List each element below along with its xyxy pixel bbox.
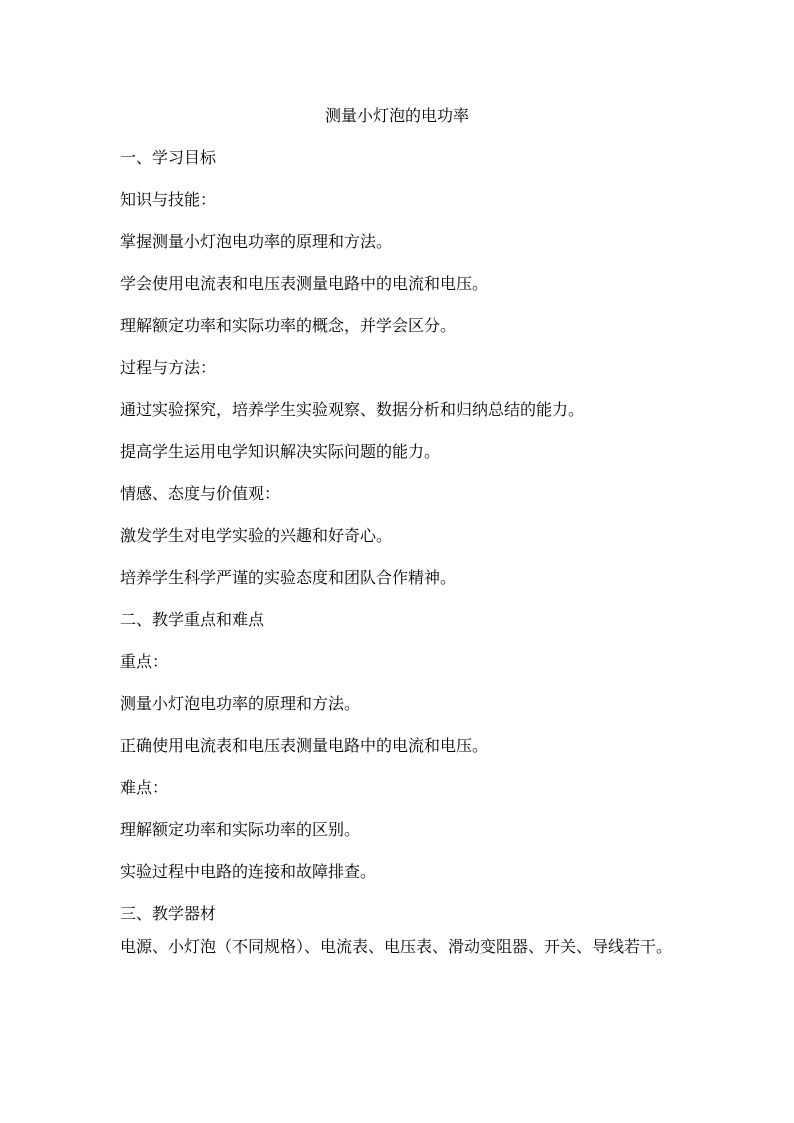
- paragraph: 正确使用电流表和电压表测量电路中的电流和电压。: [120, 736, 489, 755]
- subheading-knowledge-skills: 知识与技能：: [120, 190, 217, 209]
- paragraph: 理解额定功率和实际功率的区别。: [120, 820, 361, 839]
- subheading-key-points: 重点：: [120, 652, 169, 671]
- paragraph: 提高学生运用电学知识解决实际问题的能力。: [120, 442, 441, 461]
- paragraph: 掌握测量小灯泡电功率的原理和方法。: [120, 232, 393, 251]
- paragraph: 通过实验探究，培养学生实验观察、数据分析和归纳总结的能力。: [120, 400, 585, 419]
- paragraph: 培养学生科学严谨的实验态度和团队合作精神。: [120, 568, 457, 587]
- paragraph-equipment-list: 电源、小灯泡（不同规格）、电流表、电压表、滑动变阻器、开关、导线若干。: [120, 937, 673, 956]
- paragraph: 理解额定功率和实际功率的概念，并学会区分。: [120, 316, 457, 335]
- paragraph: 测量小灯泡电功率的原理和方法。: [120, 694, 361, 713]
- subheading-emotion-attitude-values: 情感、态度与价值观：: [120, 484, 281, 503]
- subheading-process-method: 过程与方法：: [120, 358, 217, 377]
- section-heading-key-points: 二、教学重点和难点: [120, 610, 265, 629]
- paragraph: 实验过程中电路的连接和故障排查。: [120, 862, 377, 881]
- section-heading-learning-goals: 一、学习目标: [120, 148, 217, 167]
- paragraph: 学会使用电流表和电压表测量电路中的电流和电压。: [120, 274, 489, 293]
- section-heading-equipment: 三、教学器材: [120, 904, 217, 923]
- paragraph: 激发学生对电学实验的兴趣和好奇心。: [120, 526, 393, 545]
- subheading-difficulties: 难点：: [120, 778, 169, 797]
- document-title: 测量小灯泡的电功率: [324, 106, 469, 125]
